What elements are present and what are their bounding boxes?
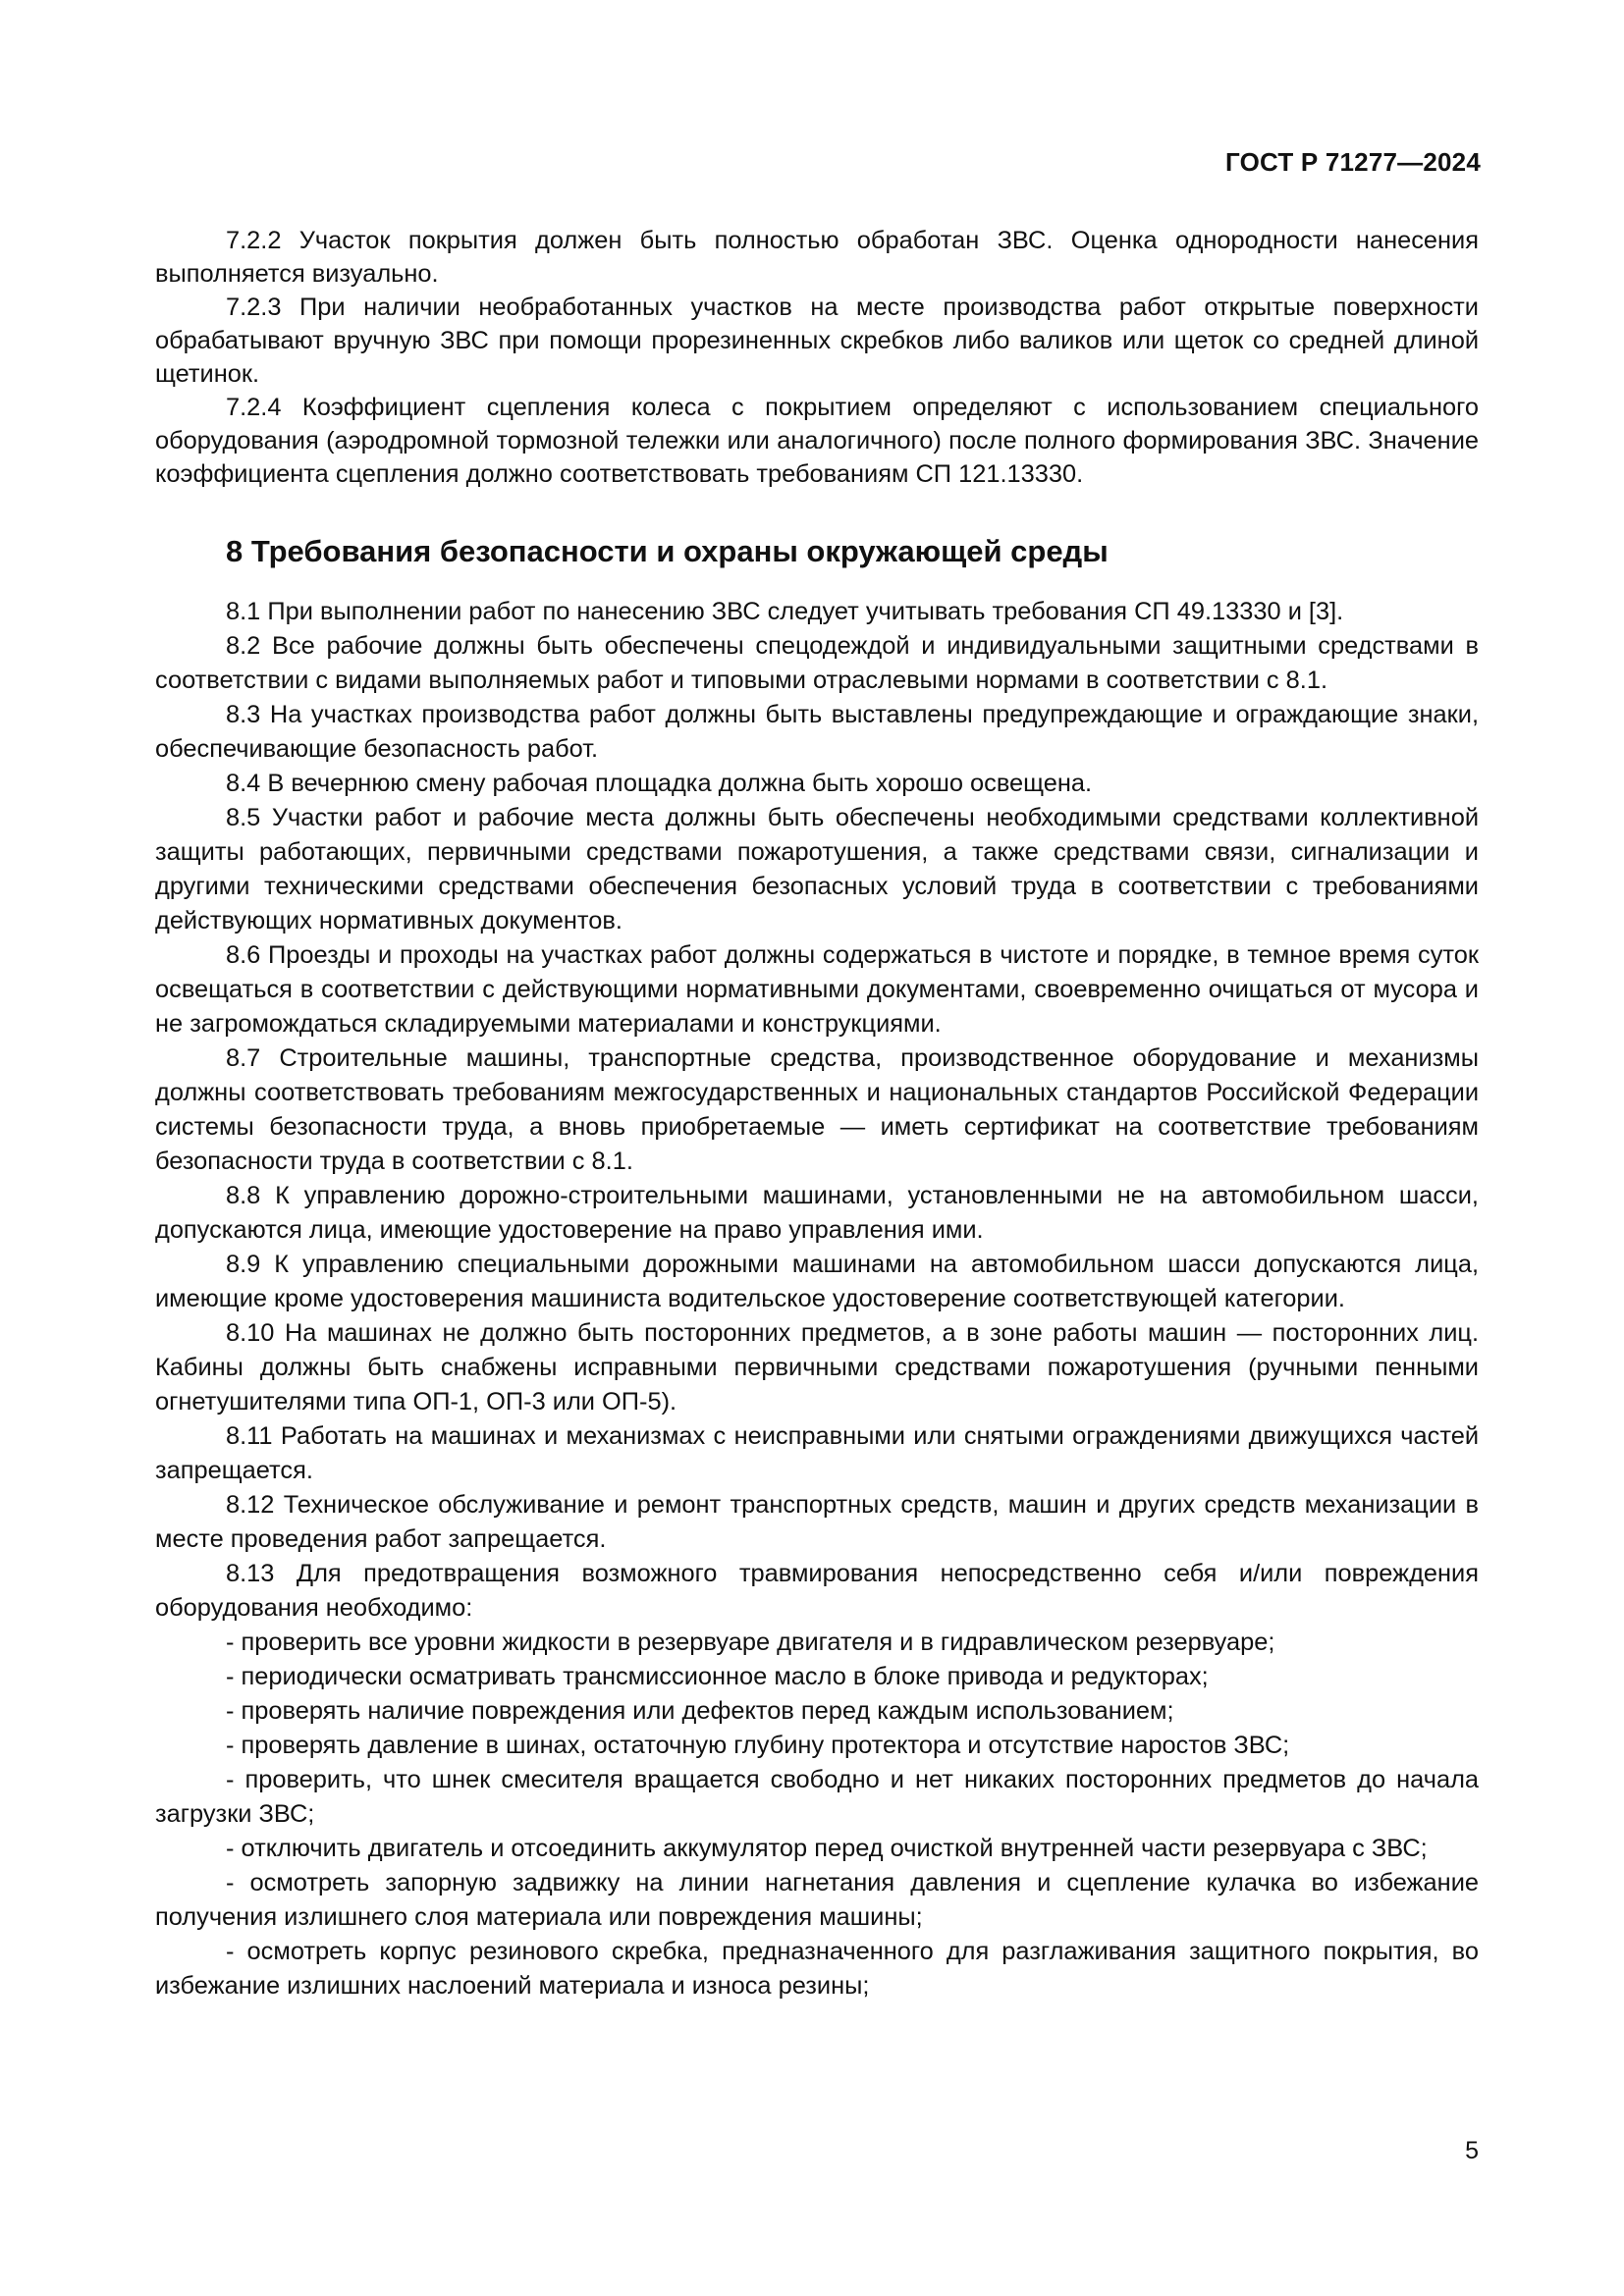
paragraph-8-4: 8.4 В вечернюю смену рабочая площадка должна быть хорошо освещена.: [226, 770, 1093, 797]
page-number: 5: [1465, 2137, 1479, 2164]
section-8-body: [155, 595, 1479, 2003]
paragraph-8-11: 8.11 Работать на машинах и механизмах с неисправными или снятыми ограждениями движущихся частей запрещается.: [155, 1422, 1479, 1484]
paragraph-8-7: 8.7 Строительные машины, транспортные средства, производственное оборудование и механизмы должны соответствовать требованиям межгосударственных и национальных стандартов Российской Федерации системы безопасности труда, а вновь приобретаемые — иметь сертификат на соответствие требованиям безопасности труда в соответствии с 8.1.: [155, 1044, 1479, 1175]
paragraph-8-1: 8.1 При выполнении работ по нанесению ЗВС следует учитывать требования СП 49.13330 и [3].: [226, 598, 1344, 625]
list-item: - отключить двигатель и отсоединить аккумулятор перед очисткой внутренней части резервуара с ЗВС;: [226, 1835, 1428, 1862]
page-content: [155, 224, 1479, 2003]
paragraph-8-5: 8.5 Участки работ и рабочие места должны быть обеспечены необходимыми средствами коллективной защиты работающих, первичными средствами пожаротушения, а также средствами связи, сигнализации и другими техническими средствами обеспечения безопасных условий труда в соответствии с требованиями действующих нормативных документов.: [155, 804, 1479, 934]
paragraph-7-2-4: 7.2.4 Коэффициент сцепления колеса с покрытием определяют с использованием специального оборудования (аэродромной тормозной тележки или аналогичного) после полного формирования ЗВС. Значение коэффициента сцепления должно соответствовать требованиям СП 121.13330.: [155, 394, 1479, 488]
section-8-heading: 8 Требования безопасности и охраны окружающей среды: [226, 534, 1109, 568]
paragraph-7-2-3: 7.2.3 При наличии необработанных участков на месте производства работ открытые поверхности обрабатывают вручную ЗВС при помощи прорезиненных скребков либо валиков или щеток со средней длиной щетинок.: [155, 294, 1479, 388]
list-item: - осмотреть корпус резинового скребка, предназначенного для разглаживания защитного покрытия, во избежание излишних наслоений материала и износа резины;: [155, 1938, 1479, 2000]
paragraph-7-2-2: 7.2.2 Участок покрытия должен быть полностью обработан ЗВС. Оценка однородности нанесения выполняется визуально.: [155, 227, 1479, 288]
list-item: - осмотреть запорную задвижку на линии нагнетания давления и сцепление кулачка во избежание получения излишнего слоя материала или повреждения машины;: [155, 1869, 1479, 1931]
list-item: - проверить, что шнек смесителя вращается свободно и нет никаких посторонних предметов до начала загрузки ЗВС;: [155, 1766, 1479, 1828]
paragraph-8-8: 8.8 К управлению дорожно-строительными машинами, установленными не на автомобильном шасси, допускаются лица, имеющие удостоверение на право управления ими.: [155, 1182, 1479, 1244]
paragraph-8-3: 8.3 На участках производства работ должны быть выставлены предупреждающие и ограждающие знаки, обеспечивающие безопасность работ.: [155, 701, 1479, 763]
paragraph-8-6: 8.6 Проезды и проходы на участках работ должны содержаться в чистоте и порядке, в темное время суток освещаться в соответствии с действующими нормативными документами, своевременно очищаться от мусора и не загромождаться складируемыми материалами и конструкциями.: [155, 941, 1479, 1038]
list-item: - проверить все уровни жидкости в резервуаре двигателя и в гидравлическом резервуаре;: [226, 1629, 1275, 1656]
paragraph-8-13: 8.13 Для предотвращения возможного травмирования непосредственно себя и/или повреждения оборудования необходимо:: [155, 1560, 1479, 1622]
list-item: - проверять давление в шинах, остаточную глубину протектора и отсутствие наростов ЗВС;: [226, 1732, 1290, 1759]
list-item: - проверять наличие повреждения или дефектов перед каждым использованием;: [226, 1697, 1174, 1725]
paragraph-8-9: 8.9 К управлению специальными дорожными машинами на автомобильном шасси допускаются лица, имеющие кроме удостоверения машиниста водительское удостоверение соответствующей категории.: [155, 1251, 1479, 1312]
list-item: - периодически осматривать трансмиссионное масло в блоке привода и редукторах;: [226, 1663, 1209, 1690]
document-header: ГОСТ Р 71277—2024: [1225, 147, 1481, 177]
paragraph-8-12: 8.12 Техническое обслуживание и ремонт транспортных средств, машин и других средств механизации в месте проведения работ запрещается.: [155, 1491, 1479, 1553]
paragraph-8-2: 8.2 Все рабочие должны быть обеспечены спецодеждой и индивидуальными защитными средствами в соответствии с видами выполняемых работ и типовыми отраслевыми нормами в соответствии с 8.1.: [155, 632, 1479, 694]
paragraph-8-10: 8.10 На машинах не должно быть посторонних предметов, а в зоне работы машин — посторонних лиц. Кабины должны быть снабжены исправными первичными средствами пожаротушения (ручными пенными огнетушителями типа ОП-1, ОП-3 или ОП-5).: [155, 1319, 1479, 1415]
section-7-2-continuation: [155, 224, 1479, 491]
